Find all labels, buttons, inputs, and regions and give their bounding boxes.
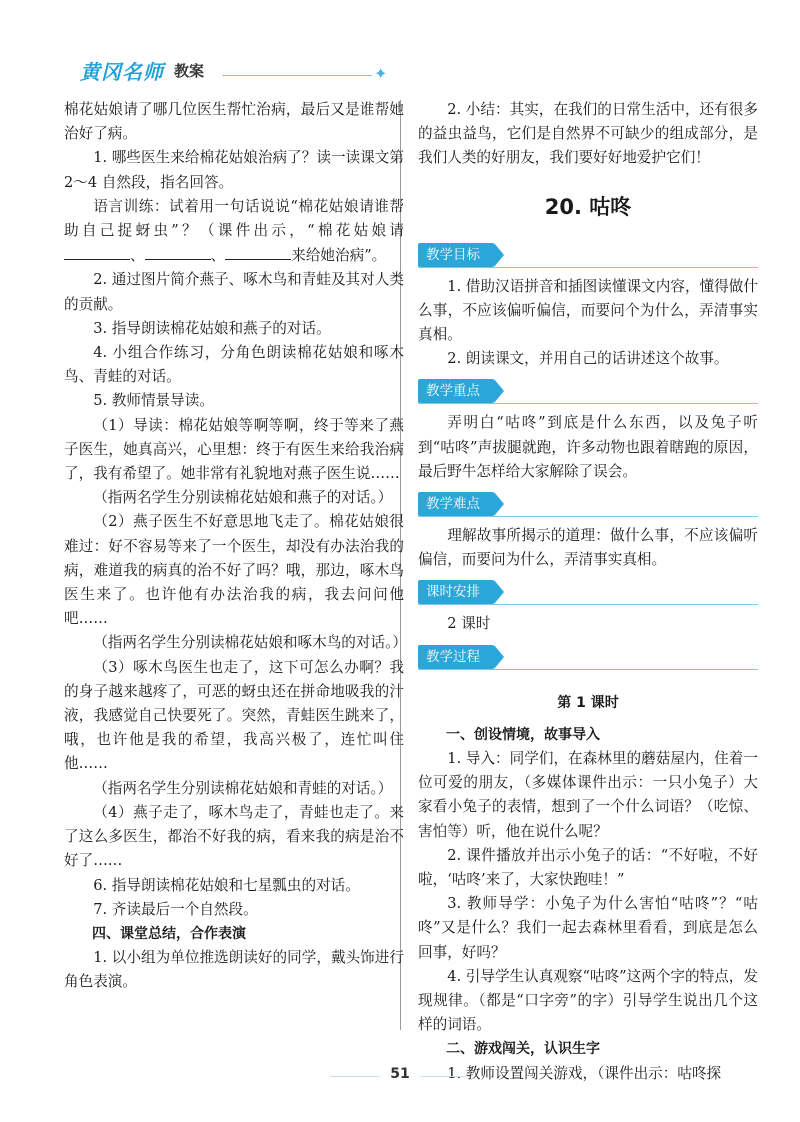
paragraph: （指两名学生分别读棉花姑娘和青蛙的对话。） (93, 779, 393, 797)
paragraph: 1. 导入：同学们，在森林里的蘑菇屋内，住着一位可爱的朋友，（多媒体课件出示：一只小兔子）大家看小兔子的表情，想到了一个什么词语？（吃惊、害怕等）听，他在说什么呢？ (418, 750, 758, 840)
paragraph: 1. 借助汉语拼音和插图读懂课文内容，懂得做什么事，不应该偏听偏信，而要问个为什么，弄清事实真相。 (418, 277, 758, 344)
section-heading: 四、课堂总结，合作表演 (92, 925, 246, 942)
paragraph: （4）燕子走了，啄木鸟走了，青蛙也走了。来了这么多医生，都治不好我的病，看来我的病是治不好了…… (64, 803, 404, 870)
paragraph: 4. 小组合作练习，分角色朗读棉花姑娘和啄木鸟、青蛙的对话。 (64, 344, 404, 386)
paragraph: （指两名学生分别读棉花姑娘和燕子的对话。） (93, 489, 393, 507)
right-column (418, 98, 758, 1086)
goals-tag: 教学目标 (418, 243, 494, 267)
paragraph: 弄明白“咕咚”到底是什么东西，以及兔子听到“咕咚”声拔腿就跑，许多动物也跟着瞎跑的原因，最后野牛怎样给大家解除了误会。 (418, 414, 758, 480)
lesson-title: 20. 咕咚 (544, 194, 632, 219)
paragraph: 4. 引导学生认真观察“咕咚”这两个字的特点，发现规律。（都是“口字旁”的字）引导学生说出几个这样的词语。 (418, 967, 758, 1034)
schedule-tag: 课时安排 (418, 580, 494, 604)
separator: 、 (130, 247, 145, 265)
paragraph: 2. 课件播放并出示小兔子的话：“不好啦，不好啦，‘咕咚’来了，大家快跑哇！” (418, 846, 758, 889)
paragraph: 1. 哪些医生来给棉花姑娘治病了？读一读课文第 2～4 自然段，指名回答。 (64, 149, 404, 191)
section-heading: 一、创设情境，故事导入 (446, 726, 600, 743)
lesson-period-heading: 第 1 课时 (557, 694, 619, 711)
fill-blank (225, 243, 291, 260)
page-number: 51 (380, 1066, 420, 1082)
paragraph: （指两名学生分别读棉花姑娘和啄木鸟的对话。） (93, 634, 407, 652)
fill-blank (145, 243, 211, 260)
process-tag: 教学过程 (418, 645, 494, 669)
paragraph: 2 课时 (447, 615, 491, 633)
paragraph: 理解故事所揭示的道理：做什么事，不应该偏听偏信，而要问为什么，弄清事实真相。 (418, 527, 758, 569)
star-icon: ✦ (374, 64, 388, 83)
paragraph (64, 195, 404, 269)
fill-blank (64, 243, 130, 260)
banner-rule (418, 516, 758, 517)
paragraph: 棉花姑娘请了哪几位医生帮忙治病，最后又是谁帮她治好了病。 (64, 101, 404, 143)
difficult-banner (418, 484, 758, 524)
paragraph: 3. 指导朗读棉花姑娘和燕子的对话。 (93, 319, 331, 337)
paragraph: 2. 小结：其实，在我们的日常生活中，还有很多的益虫益鸟，它们是自然界不可缺少的组成部分，是我们人类的好朋友，我们要好好地爱护它们！ (418, 101, 758, 167)
separator: 、 (210, 247, 226, 265)
paragraph: （2）燕子医生不好意思地飞走了。棉花姑娘很难过：好不容易等来了一个医生，却没有办法治我的病，难道我的病真的治不好了吗？哦，那边，啄木鸟医生来了。也许他有办法治我的病，我去问问他吧…… (64, 513, 404, 628)
key-tag: 教学重点 (418, 379, 494, 403)
banner-rule (418, 267, 758, 268)
page-header (80, 56, 720, 90)
blank-tail: 来给她治病”。 (291, 247, 387, 265)
process-banner (418, 637, 758, 677)
paragraph: 1. 以小组为单位推选朗读好的同学，戴头饰进行角色表演。 (64, 949, 404, 991)
paragraph: （1）导读：棉花姑娘等啊等啊，终于等来了燕子医生，她真高兴，心里想：终于有医生来给我治病了，我有希望了。她非常有礼貌地对燕子医生说…… (64, 416, 404, 483)
left-column (64, 98, 407, 995)
banner-rule (418, 604, 758, 605)
brand-logo: 黄冈名师 (80, 60, 164, 84)
section-heading: 二、游戏闯关，认识生字 (446, 1041, 600, 1058)
paragraph: 2. 通过图片简介燕子、啄木鸟和青蛙及其对人类的贡献。 (64, 271, 404, 313)
paragraph: 6. 指导朗读棉花姑娘和七星瓢虫的对话。 (93, 876, 360, 894)
difficult-tag: 教学难点 (418, 492, 494, 516)
banner-rule (418, 669, 758, 670)
schedule-banner (418, 572, 758, 612)
language-training-text: 语言训练：试着用一句话说说“棉花姑娘请谁帮助自己捉蚜虫”？（课件出示，“棉花姑娘请 (64, 197, 404, 240)
paragraph: 3. 教师导学：小兔子为什么害怕“咕咚”？“咕咚”又是什么？我们一起去森林里看看，到底是怎么回事，好吗？ (418, 895, 758, 961)
banner-rule (418, 403, 758, 404)
paragraph: 2. 朗读课文，并用自己的话讲述这个故事。 (447, 350, 729, 368)
key-banner (418, 371, 758, 411)
paragraph: （3）啄木鸟医生也走了，这下可怎么办啊？我的身子越来越疼了，可恶的蚜虫还在拼命地吸我的汁液，我感觉自己快要死了。突然，青蛙医生跳来了，哦，也许他是我的希望，我高兴极了，连忙叫住他…… (64, 658, 404, 773)
header-rule (222, 75, 372, 76)
paragraph: 1. 教师设置闯关游戏，（课件出示：咕咚探 (447, 1064, 722, 1082)
paragraph: 7. 齐读最后一个自然段。 (93, 900, 258, 918)
brand-subtitle: 教案 (174, 62, 205, 80)
paragraph: 5. 教师情景导读。 (93, 392, 214, 410)
goals-banner (418, 235, 758, 275)
